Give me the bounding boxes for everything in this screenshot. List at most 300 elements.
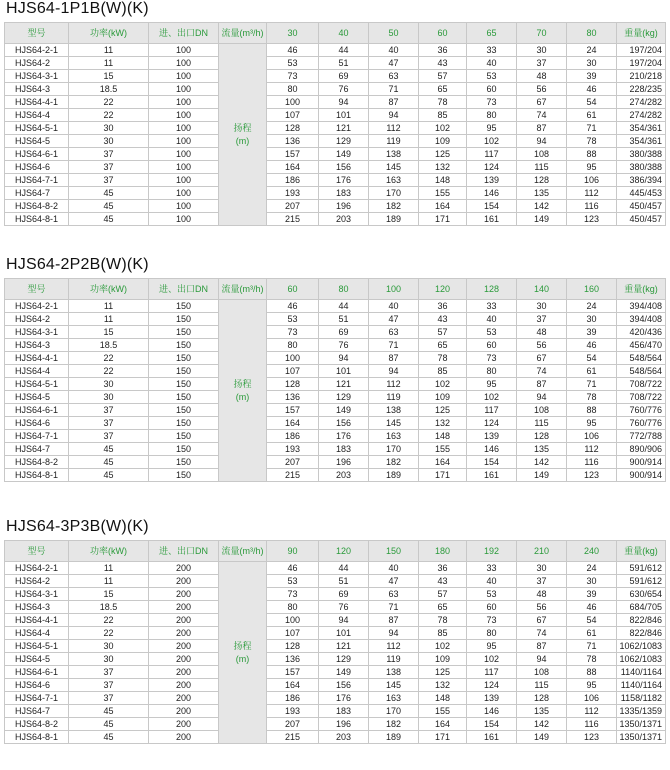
table-row	[5, 378, 666, 391]
lift-value-cell: 176	[319, 430, 369, 443]
lift-value-cell: 37	[517, 57, 567, 70]
power-cell: 11	[69, 44, 149, 57]
spec-table	[4, 22, 666, 226]
header-flow-value: 50	[369, 23, 419, 44]
weight-cell: 380/388	[617, 161, 666, 174]
lift-value-cell: 36	[419, 300, 467, 313]
power-cell: 45	[69, 213, 149, 226]
lift-value-cell: 30	[567, 313, 617, 326]
lift-value-cell: 109	[419, 391, 467, 404]
power-cell: 15	[69, 588, 149, 601]
header-dn: 进、出口DN	[149, 23, 219, 44]
lift-value-cell: 37	[517, 313, 567, 326]
lift-value-cell: 189	[369, 213, 419, 226]
lift-value-cell: 78	[419, 96, 467, 109]
lift-value-cell: 88	[567, 148, 617, 161]
lift-value-cell: 135	[517, 705, 567, 718]
lift-label-line1: 扬程	[233, 640, 252, 651]
power-cell: 30	[69, 122, 149, 135]
lift-value-cell: 142	[517, 456, 567, 469]
dn-cell: 100	[149, 174, 219, 187]
lift-value-cell: 163	[369, 430, 419, 443]
lift-value-cell: 94	[319, 352, 369, 365]
dn-cell: 100	[149, 135, 219, 148]
table-row	[5, 57, 666, 70]
lift-value-cell: 80	[267, 83, 319, 96]
header-flow-value: 30	[267, 23, 319, 44]
weight-cell: 450/457	[617, 213, 666, 226]
lift-value-cell: 136	[267, 135, 319, 148]
lift-value-cell: 148	[419, 174, 467, 187]
lift-value-cell: 57	[419, 70, 467, 83]
lift-value-cell: 129	[319, 135, 369, 148]
lift-value-cell: 33	[467, 300, 517, 313]
model-cell: HJS64-8-1	[5, 731, 69, 744]
lift-value-cell: 63	[369, 70, 419, 83]
lift-value-cell: 73	[267, 70, 319, 83]
lift-value-cell: 57	[419, 326, 467, 339]
power-cell: 30	[69, 391, 149, 404]
weight-cell: 900/914	[617, 469, 666, 482]
lift-value-cell: 74	[517, 365, 567, 378]
weight-cell: 450/457	[617, 200, 666, 213]
lift-value-cell: 40	[467, 575, 517, 588]
model-cell: HJS64-4	[5, 627, 69, 640]
lift-value-cell: 48	[517, 70, 567, 83]
model-cell: HJS64-5-1	[5, 640, 69, 653]
lift-label	[219, 44, 267, 226]
lift-value-cell: 203	[319, 213, 369, 226]
table-row	[5, 718, 666, 731]
lift-value-cell: 80	[467, 365, 517, 378]
lift-value-cell: 40	[369, 44, 419, 57]
lift-value-cell: 30	[567, 57, 617, 70]
lift-value-cell: 73	[267, 588, 319, 601]
lift-value-cell: 155	[419, 443, 467, 456]
power-cell: 30	[69, 653, 149, 666]
lift-value-cell: 171	[419, 731, 467, 744]
weight-cell: 548/564	[617, 365, 666, 378]
lift-value-cell: 193	[267, 705, 319, 718]
table-row	[5, 705, 666, 718]
lift-value-cell: 57	[419, 588, 467, 601]
table-row	[5, 404, 666, 417]
lift-value-cell: 164	[419, 456, 467, 469]
power-cell: 18.5	[69, 601, 149, 614]
lift-value-cell: 95	[567, 679, 617, 692]
table-row	[5, 200, 666, 213]
power-cell: 15	[69, 70, 149, 83]
lift-value-cell: 163	[369, 174, 419, 187]
lift-label-line2: (m)	[235, 653, 250, 664]
lift-value-cell: 135	[517, 443, 567, 456]
power-cell: 37	[69, 679, 149, 692]
lift-value-cell: 149	[319, 404, 369, 417]
header-flow-value: 100	[369, 279, 419, 300]
weight-cell: 1335/1359	[617, 705, 666, 718]
lift-value-cell: 102	[467, 135, 517, 148]
lift-value-cell: 54	[567, 352, 617, 365]
lift-value-cell: 154	[467, 456, 517, 469]
lift-value-cell: 46	[267, 562, 319, 575]
lift-value-cell: 36	[419, 562, 467, 575]
lift-value-cell: 85	[419, 365, 467, 378]
power-cell: 18.5	[69, 83, 149, 96]
lift-value-cell: 54	[567, 614, 617, 627]
lift-value-cell: 145	[369, 161, 419, 174]
power-cell: 22	[69, 627, 149, 640]
lift-value-cell: 164	[419, 718, 467, 731]
header-power: 功率(kW)	[69, 541, 149, 562]
lift-value-cell: 164	[267, 417, 319, 430]
lift-value-cell: 53	[467, 588, 517, 601]
lift-value-cell: 107	[267, 109, 319, 122]
lift-value-cell: 88	[567, 666, 617, 679]
power-cell: 45	[69, 443, 149, 456]
lift-value-cell: 100	[267, 352, 319, 365]
lift-value-cell: 215	[267, 213, 319, 226]
dn-cell: 150	[149, 404, 219, 417]
lift-value-cell: 46	[567, 83, 617, 96]
header-flow-value: 192	[467, 541, 517, 562]
dn-cell: 150	[149, 352, 219, 365]
header-model: 型号	[5, 23, 69, 44]
lift-value-cell: 73	[467, 614, 517, 627]
lift-value-cell: 149	[517, 469, 567, 482]
lift-label-line1: 扬程	[233, 122, 252, 133]
lift-value-cell: 207	[267, 718, 319, 731]
lift-value-cell: 30	[517, 562, 567, 575]
power-cell: 37	[69, 666, 149, 679]
dn-cell: 100	[149, 200, 219, 213]
weight-cell: 445/453	[617, 187, 666, 200]
lift-value-cell: 112	[369, 122, 419, 135]
lift-value-cell: 44	[319, 44, 369, 57]
lift-value-cell: 47	[369, 57, 419, 70]
header-weight: 重量(kg)	[617, 23, 666, 44]
lift-value-cell: 73	[267, 326, 319, 339]
weight-cell: 197/204	[617, 57, 666, 70]
lift-value-cell: 112	[369, 640, 419, 653]
lift-value-cell: 87	[517, 378, 567, 391]
header-flow-value: 120	[319, 541, 369, 562]
dn-cell: 200	[149, 627, 219, 640]
lift-value-cell: 24	[567, 44, 617, 57]
dn-cell: 200	[149, 666, 219, 679]
lift-value-cell: 128	[267, 640, 319, 653]
model-cell: HJS64-4-1	[5, 352, 69, 365]
dn-cell: 150	[149, 391, 219, 404]
lift-value-cell: 106	[567, 430, 617, 443]
header-flow-value: 150	[369, 541, 419, 562]
lift-value-cell: 128	[517, 430, 567, 443]
lift-value-cell: 102	[419, 378, 467, 391]
lift-value-cell: 94	[369, 109, 419, 122]
section-title: HJS64-1P1B(W)(K)	[6, 0, 149, 17]
dn-cell: 100	[149, 122, 219, 135]
weight-cell: 274/282	[617, 109, 666, 122]
lift-value-cell: 121	[319, 378, 369, 391]
lift-value-cell: 53	[267, 57, 319, 70]
lift-value-cell: 157	[267, 148, 319, 161]
lift-label	[219, 562, 267, 744]
lift-value-cell: 69	[319, 326, 369, 339]
weight-cell: 772/788	[617, 430, 666, 443]
lift-value-cell: 73	[467, 96, 517, 109]
lift-value-cell: 30	[517, 44, 567, 57]
model-cell: HJS64-2-1	[5, 44, 69, 57]
model-cell: HJS64-7	[5, 705, 69, 718]
lift-label-line1: 扬程	[233, 378, 252, 389]
model-cell: HJS64-6-1	[5, 404, 69, 417]
lift-value-cell: 24	[567, 300, 617, 313]
weight-cell: 1158/1182	[617, 692, 666, 705]
lift-value-cell: 94	[369, 627, 419, 640]
lift-value-cell: 149	[517, 213, 567, 226]
lift-value-cell: 207	[267, 200, 319, 213]
weight-cell: 456/470	[617, 339, 666, 352]
lift-value-cell: 44	[319, 562, 369, 575]
lift-value-cell: 80	[267, 339, 319, 352]
weight-cell: 1062/1083	[617, 653, 666, 666]
lift-value-cell: 48	[517, 326, 567, 339]
lift-value-cell: 106	[567, 692, 617, 705]
lift-value-cell: 132	[419, 161, 467, 174]
lift-value-cell: 60	[467, 601, 517, 614]
lift-value-cell: 33	[467, 44, 517, 57]
lift-value-cell: 154	[467, 200, 517, 213]
lift-value-cell: 60	[467, 339, 517, 352]
weight-cell: 1062/1083	[617, 640, 666, 653]
dn-cell: 100	[149, 70, 219, 83]
lift-value-cell: 46	[567, 601, 617, 614]
lift-value-cell: 124	[467, 679, 517, 692]
lift-value-cell: 128	[267, 122, 319, 135]
lift-value-cell: 183	[319, 443, 369, 456]
dn-cell: 200	[149, 705, 219, 718]
table-row	[5, 313, 666, 326]
dn-cell: 200	[149, 731, 219, 744]
lift-value-cell: 148	[419, 430, 467, 443]
dn-cell: 100	[149, 213, 219, 226]
lift-value-cell: 116	[567, 718, 617, 731]
weight-cell: 1350/1371	[617, 718, 666, 731]
dn-cell: 150	[149, 326, 219, 339]
lift-value-cell: 128	[517, 174, 567, 187]
dn-cell: 150	[149, 378, 219, 391]
lift-value-cell: 87	[517, 640, 567, 653]
model-cell: HJS64-7-1	[5, 174, 69, 187]
lift-label-line2: (m)	[235, 135, 250, 146]
lift-value-cell: 53	[267, 575, 319, 588]
dn-cell: 150	[149, 300, 219, 313]
power-cell: 37	[69, 174, 149, 187]
header-model: 型号	[5, 541, 69, 562]
header-flow-value: 40	[319, 23, 369, 44]
lift-value-cell: 40	[369, 562, 419, 575]
lift-value-cell: 117	[467, 666, 517, 679]
weight-cell: 1140/1164	[617, 679, 666, 692]
power-cell: 22	[69, 352, 149, 365]
lift-value-cell: 30	[567, 575, 617, 588]
lift-value-cell: 115	[517, 161, 567, 174]
lift-value-cell: 109	[419, 653, 467, 666]
lift-value-cell: 116	[567, 200, 617, 213]
lift-value-cell: 161	[467, 469, 517, 482]
power-cell: 37	[69, 417, 149, 430]
table-row	[5, 70, 666, 83]
lift-value-cell: 44	[319, 300, 369, 313]
lift-value-cell: 76	[319, 339, 369, 352]
model-cell: HJS64-3-1	[5, 326, 69, 339]
lift-value-cell: 88	[567, 404, 617, 417]
lift-value-cell: 112	[567, 187, 617, 200]
dn-cell: 100	[149, 57, 219, 70]
header-flow-value: 120	[419, 279, 467, 300]
lift-value-cell: 101	[319, 627, 369, 640]
power-cell: 45	[69, 731, 149, 744]
lift-value-cell: 74	[517, 627, 567, 640]
table-row	[5, 213, 666, 226]
lift-value-cell: 215	[267, 731, 319, 744]
lift-value-cell: 119	[369, 653, 419, 666]
lift-value-cell: 65	[419, 339, 467, 352]
lift-value-cell: 193	[267, 187, 319, 200]
lift-value-cell: 87	[517, 122, 567, 135]
model-cell: HJS64-7-1	[5, 692, 69, 705]
lift-value-cell: 139	[467, 430, 517, 443]
dn-cell: 200	[149, 653, 219, 666]
dn-cell: 150	[149, 365, 219, 378]
table-row	[5, 161, 666, 174]
weight-cell: 210/218	[617, 70, 666, 83]
lift-value-cell: 112	[369, 378, 419, 391]
lift-value-cell: 107	[267, 627, 319, 640]
dn-cell: 150	[149, 430, 219, 443]
lift-value-cell: 215	[267, 469, 319, 482]
weight-cell: 890/906	[617, 443, 666, 456]
lift-value-cell: 67	[517, 96, 567, 109]
lift-value-cell: 207	[267, 456, 319, 469]
weight-cell: 274/282	[617, 96, 666, 109]
lift-value-cell: 116	[567, 456, 617, 469]
header-flow-value: 65	[467, 23, 517, 44]
header-weight: 重量(kg)	[617, 279, 666, 300]
lift-value-cell: 182	[369, 200, 419, 213]
dn-cell: 150	[149, 339, 219, 352]
lift-value-cell: 171	[419, 469, 467, 482]
header-dn: 进、出口DN	[149, 279, 219, 300]
lift-value-cell: 146	[467, 705, 517, 718]
weight-cell: 708/722	[617, 378, 666, 391]
lift-value-cell: 47	[369, 313, 419, 326]
lift-value-cell: 40	[467, 313, 517, 326]
lift-value-cell: 78	[567, 653, 617, 666]
model-cell: HJS64-8-1	[5, 469, 69, 482]
power-cell: 22	[69, 96, 149, 109]
header-flow-value: 240	[567, 541, 617, 562]
lift-value-cell: 156	[319, 161, 369, 174]
lift-value-cell: 78	[567, 391, 617, 404]
lift-value-cell: 183	[319, 705, 369, 718]
lift-value-cell: 196	[319, 200, 369, 213]
table-row	[5, 300, 666, 313]
lift-value-cell: 94	[517, 391, 567, 404]
lift-value-cell: 71	[369, 83, 419, 96]
header-row	[5, 279, 666, 300]
lift-value-cell: 51	[319, 57, 369, 70]
lift-value-cell: 48	[517, 588, 567, 601]
table-row	[5, 430, 666, 443]
weight-cell: 420/436	[617, 326, 666, 339]
lift-value-cell: 138	[369, 404, 419, 417]
power-cell: 11	[69, 575, 149, 588]
lift-value-cell: 95	[567, 417, 617, 430]
table-row	[5, 614, 666, 627]
header-flow-value: 140	[517, 279, 567, 300]
lift-value-cell: 155	[419, 705, 467, 718]
dn-cell: 150	[149, 469, 219, 482]
lift-value-cell: 46	[567, 339, 617, 352]
model-cell: HJS64-7	[5, 443, 69, 456]
header-power: 功率(kW)	[69, 23, 149, 44]
lift-value-cell: 76	[319, 601, 369, 614]
lift-value-cell: 123	[567, 469, 617, 482]
lift-value-cell: 100	[267, 614, 319, 627]
lift-value-cell: 65	[419, 601, 467, 614]
lift-value-cell: 76	[319, 83, 369, 96]
lift-value-cell: 149	[319, 148, 369, 161]
model-cell: HJS64-6	[5, 679, 69, 692]
lift-value-cell: 125	[419, 404, 467, 417]
header-flow-value: 80	[319, 279, 369, 300]
model-cell: HJS64-2	[5, 313, 69, 326]
lift-value-cell: 117	[467, 148, 517, 161]
header-flow-value: 128	[467, 279, 517, 300]
header-row	[5, 541, 666, 562]
lift-value-cell: 56	[517, 83, 567, 96]
lift-value-cell: 37	[517, 575, 567, 588]
dn-cell: 200	[149, 575, 219, 588]
table-row	[5, 187, 666, 200]
lift-value-cell: 124	[467, 161, 517, 174]
lift-value-cell: 101	[319, 109, 369, 122]
lift-value-cell: 80	[267, 601, 319, 614]
table-row	[5, 731, 666, 744]
lift-value-cell: 112	[567, 443, 617, 456]
table-row	[5, 443, 666, 456]
table-row	[5, 83, 666, 96]
power-cell: 37	[69, 161, 149, 174]
header-flow-value: 80	[567, 23, 617, 44]
section-title: HJS64-3P3B(W)(K)	[6, 518, 149, 535]
model-cell: HJS64-5	[5, 135, 69, 148]
lift-value-cell: 67	[517, 352, 567, 365]
power-cell: 37	[69, 430, 149, 443]
table-row	[5, 352, 666, 365]
lift-value-cell: 161	[467, 731, 517, 744]
lift-value-cell: 132	[419, 679, 467, 692]
model-cell: HJS64-7	[5, 187, 69, 200]
model-cell: HJS64-4-1	[5, 614, 69, 627]
lift-value-cell: 39	[567, 326, 617, 339]
lift-value-cell: 101	[319, 365, 369, 378]
lift-value-cell: 183	[319, 187, 369, 200]
model-cell: HJS64-2	[5, 575, 69, 588]
model-cell: HJS64-2-1	[5, 562, 69, 575]
weight-cell: 760/776	[617, 404, 666, 417]
header-flow: 流量(m³/h)	[219, 23, 267, 44]
